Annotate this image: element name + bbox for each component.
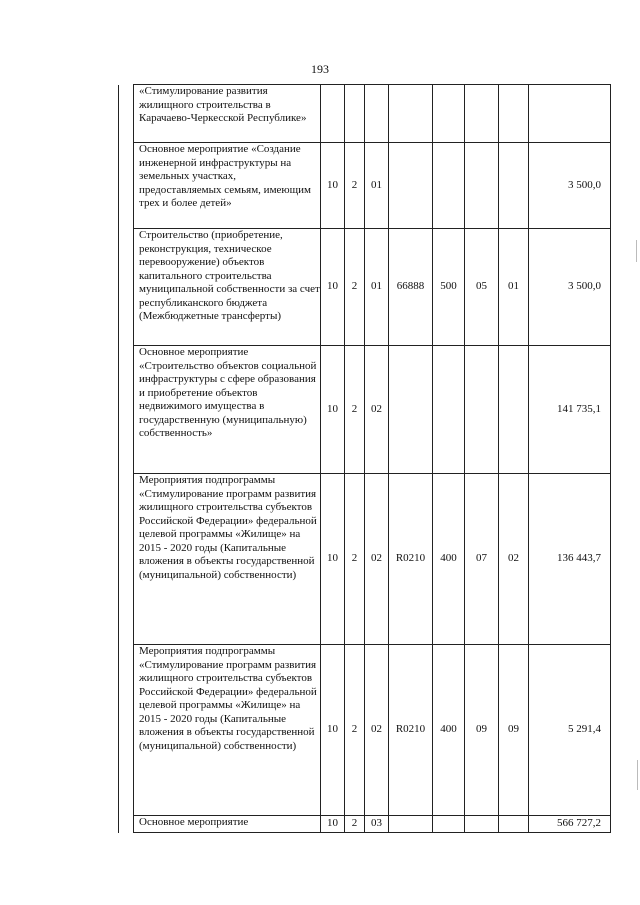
code-cell: 10 — [321, 229, 345, 346]
code-cell: 02 — [499, 474, 529, 645]
row-name-cell: Строительство (приобретение, реконструкция, техническое перевооружение) объектов капитального строительства муниципальной собственности за счет республиканского бюджета (Межбюджетные трансферты) — [134, 229, 321, 346]
code-cell — [433, 346, 465, 474]
code-cell: 10 — [321, 346, 345, 474]
code-cell — [433, 143, 465, 229]
row-name-cell: Основное мероприятие «Создание инженерной инфраструктуры на земельных участках, предоставляемых семьям, имеющим трех и более детей» — [134, 143, 321, 229]
row-name-cell: Основное мероприятие — [134, 816, 321, 833]
row-number-cell — [119, 645, 134, 816]
row-number-cell — [119, 85, 134, 143]
row-name-cell: Мероприятия подпрограммы «Стимулирование программ развития жилищного строительства субъектов Российской Федерации» федеральной целевой программы «Жилище» на 2015 - 2020 годы (Капитальные вложения в объекты государственной (муниципальной) собственности) — [134, 645, 321, 816]
code-cell: 2 — [345, 229, 365, 346]
table-row — [119, 346, 611, 474]
row-number-cell — [119, 229, 134, 346]
code-cell: 2 — [345, 816, 365, 833]
amount-cell: 3 500,0 — [529, 143, 611, 229]
code-cell: 400 — [433, 645, 465, 816]
code-cell: 05 — [465, 229, 499, 346]
code-cell — [389, 816, 433, 833]
code-cell — [321, 85, 345, 143]
scan-edge-mark — [637, 760, 638, 790]
code-cell: 2 — [345, 346, 365, 474]
row-number-cell — [119, 143, 134, 229]
page-number: 193 — [311, 62, 329, 76]
code-cell: 07 — [465, 474, 499, 645]
code-cell — [365, 85, 389, 143]
code-cell: 2 — [345, 645, 365, 816]
code-cell — [465, 85, 499, 143]
code-cell — [389, 143, 433, 229]
row-name-cell: Основное мероприятие «Строительство объектов социальной инфраструктуры с сфере образования и приобретение объектов недвижимого имущества в государственную (муниципальную) собственность» — [134, 346, 321, 474]
code-cell: 01 — [499, 229, 529, 346]
table-row — [119, 816, 611, 833]
scan-edge-mark — [636, 240, 637, 262]
code-cell: R0210 — [389, 645, 433, 816]
code-cell: 10 — [321, 816, 345, 833]
row-name-cell: «Стимулирование развития жилищного строительства в Карачаево-Черкесской Республике» — [134, 85, 321, 143]
code-cell — [499, 816, 529, 833]
table-row — [119, 645, 611, 816]
row-name-cell: Мероприятия подпрограммы «Стимулирование программ развития жилищного строительства субъектов Российской Федерации» федеральной целевой программы «Жилище» на 2015 - 2020 годы (Капитальные вложения в объекты государственной (муниципальной) собственности) — [134, 474, 321, 645]
code-cell: 01 — [365, 143, 389, 229]
code-cell: 10 — [321, 143, 345, 229]
code-cell — [433, 85, 465, 143]
code-cell: 01 — [365, 229, 389, 346]
code-cell: 02 — [365, 346, 389, 474]
code-cell: 10 — [321, 474, 345, 645]
code-cell — [465, 143, 499, 229]
budget-table — [118, 84, 611, 833]
code-cell: R0210 — [389, 474, 433, 645]
code-cell: 400 — [433, 474, 465, 645]
amount-cell: 141 735,1 — [529, 346, 611, 474]
amount-cell: 136 443,7 — [529, 474, 611, 645]
code-cell: 03 — [365, 816, 389, 833]
code-cell — [465, 816, 499, 833]
code-cell — [345, 85, 365, 143]
amount-cell: 566 727,2 — [529, 816, 611, 833]
row-number-cell — [119, 346, 134, 474]
code-cell: 2 — [345, 143, 365, 229]
table-row — [119, 229, 611, 346]
code-cell — [499, 143, 529, 229]
code-cell: 66888 — [389, 229, 433, 346]
code-cell: 02 — [365, 645, 389, 816]
amount-cell — [529, 85, 611, 143]
code-cell — [465, 346, 499, 474]
code-cell: 02 — [365, 474, 389, 645]
table-row — [119, 474, 611, 645]
code-cell — [499, 85, 529, 143]
amount-cell: 3 500,0 — [529, 229, 611, 346]
code-cell: 2 — [345, 474, 365, 645]
code-cell: 09 — [465, 645, 499, 816]
row-number-cell — [119, 816, 134, 833]
code-cell — [389, 85, 433, 143]
code-cell — [499, 346, 529, 474]
code-cell — [433, 816, 465, 833]
code-cell: 09 — [499, 645, 529, 816]
table-row — [119, 143, 611, 229]
table-row — [119, 85, 611, 143]
amount-cell: 5 291,4 — [529, 645, 611, 816]
code-cell: 500 — [433, 229, 465, 346]
code-cell — [389, 346, 433, 474]
code-cell: 10 — [321, 645, 345, 816]
row-number-cell — [119, 474, 134, 645]
